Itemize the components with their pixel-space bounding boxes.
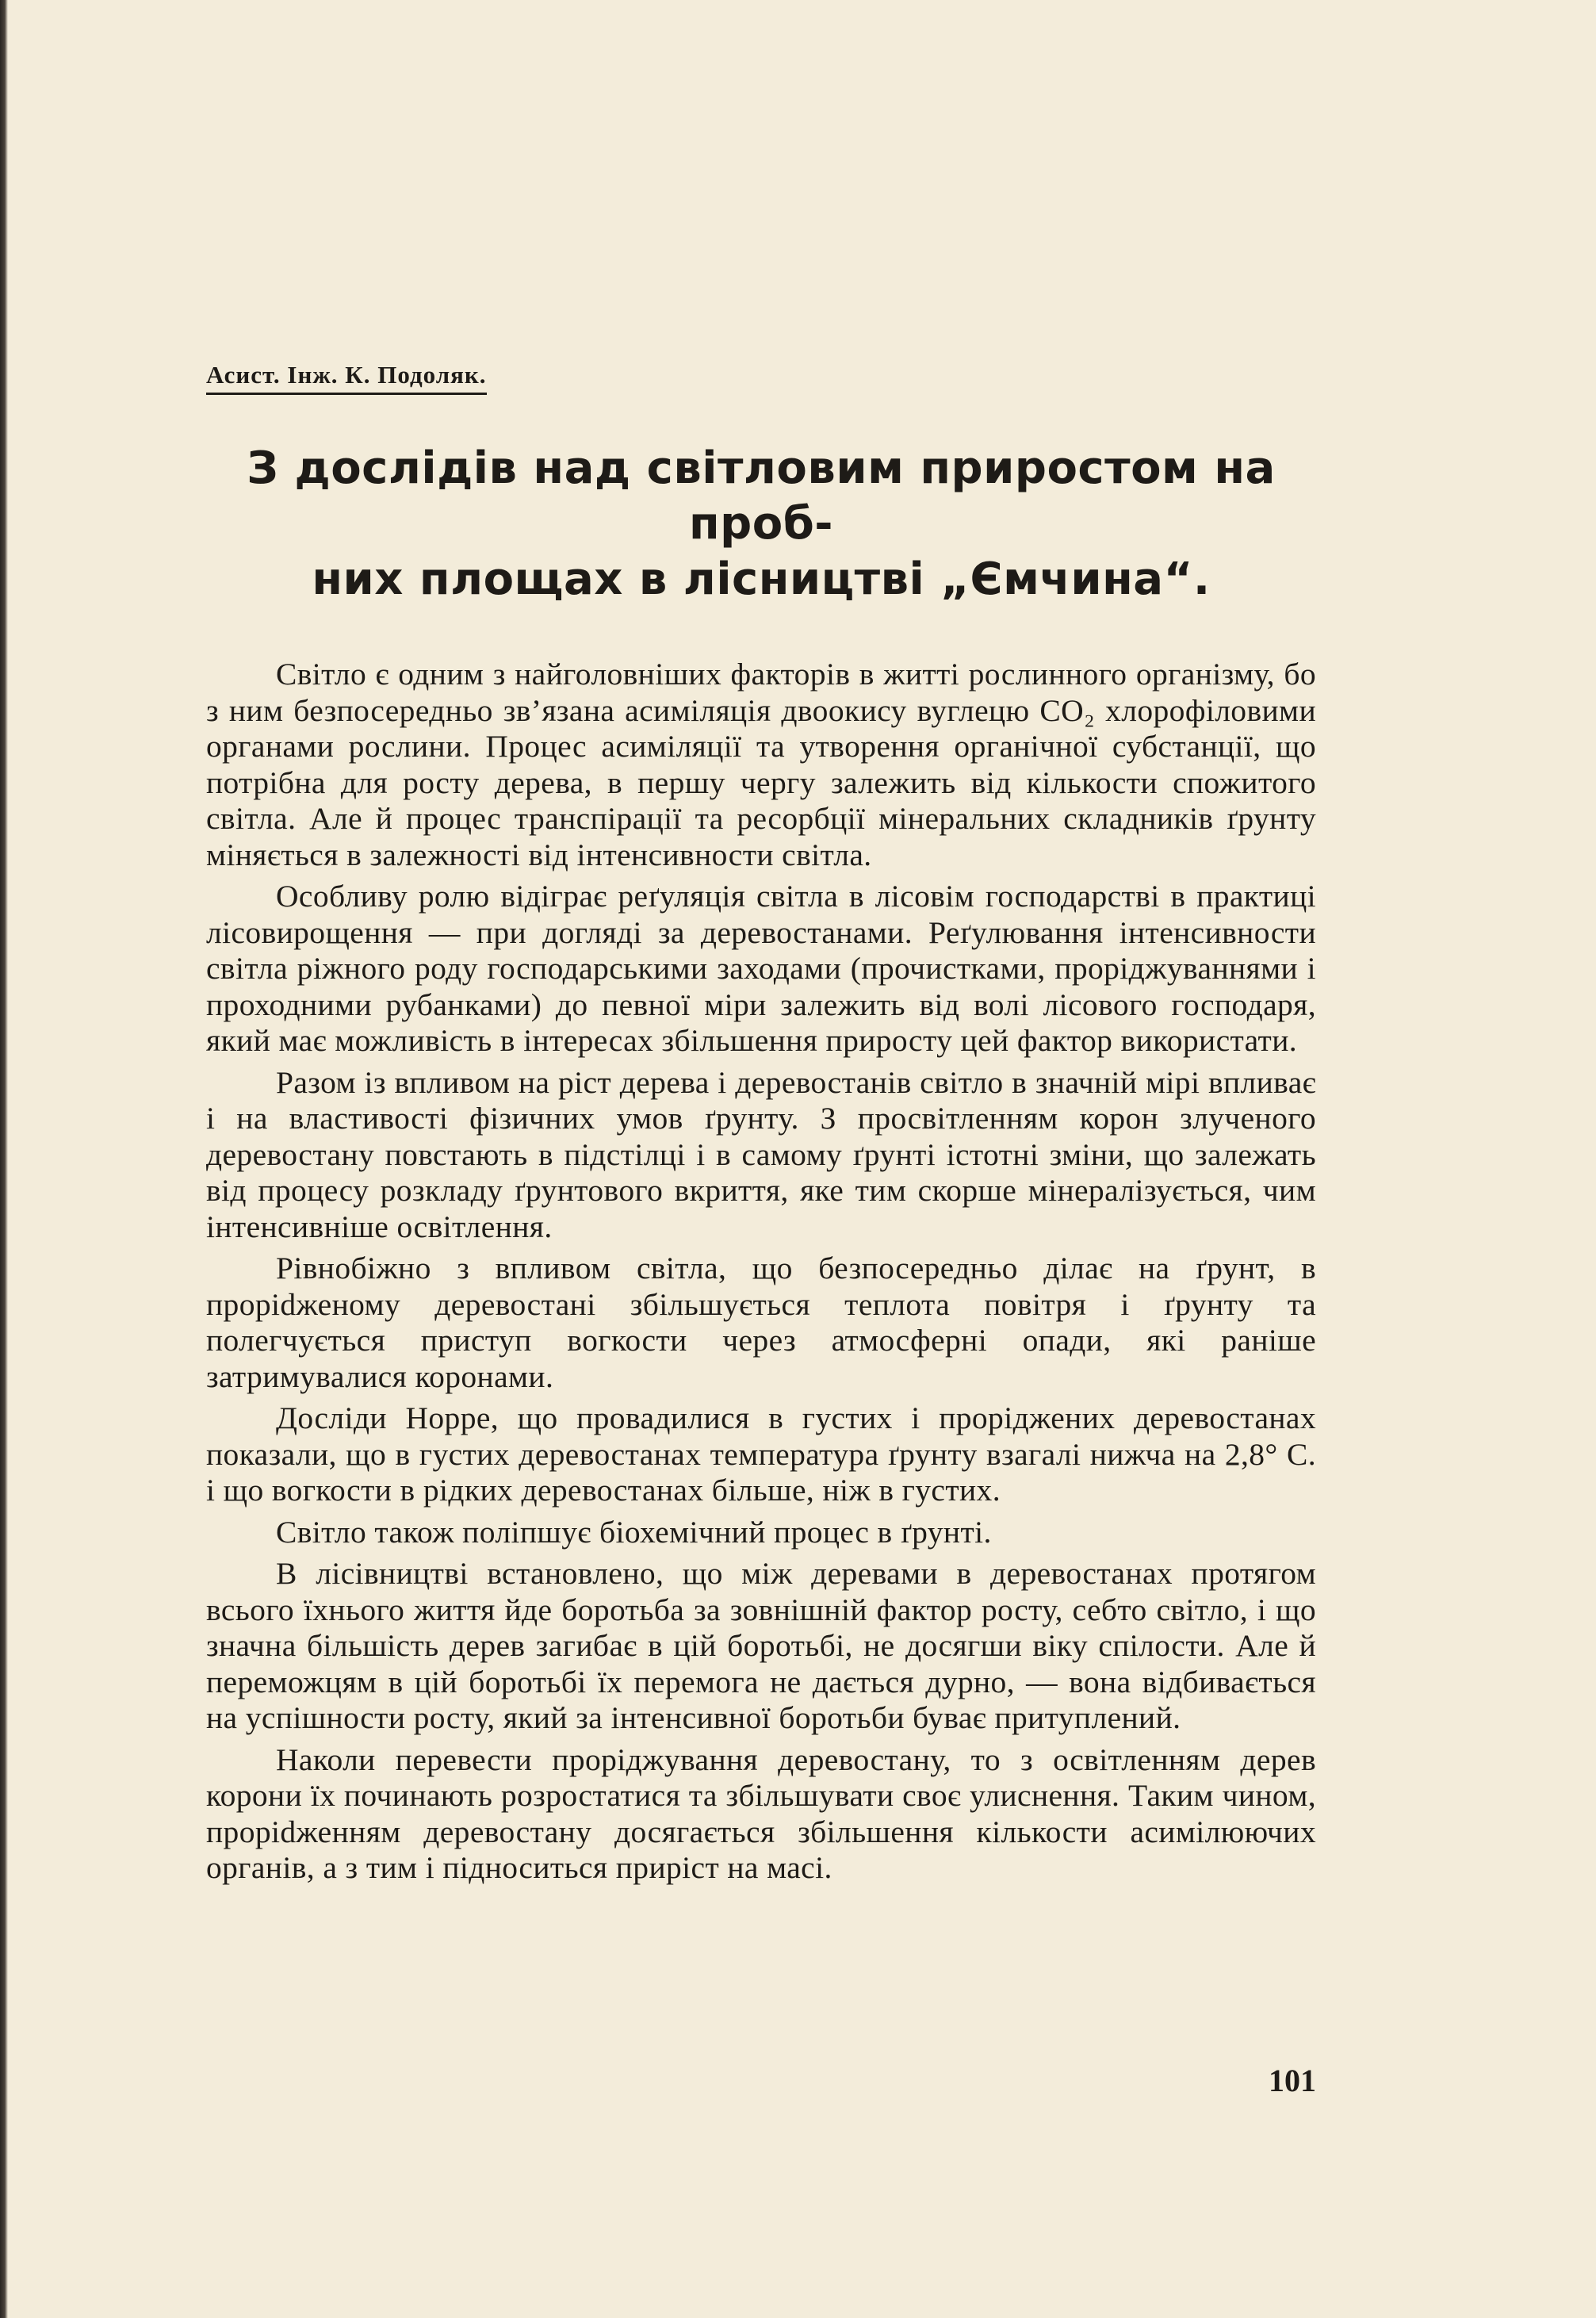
book-spine-edge bbox=[0, 0, 8, 2318]
paragraph-5: Досліди Норре, що провадилися в густих і проріджених деревостанах показали, що в густих деревостанах температура ґрунту взагалі нижча на 2,8° С. і що вогкости в рідких деревостанах більше, ніж в густих. bbox=[206, 1400, 1316, 1508]
article-body bbox=[206, 657, 1316, 1887]
paragraph-2: Особливу ролю відіграє реґуляція світла в лісовім господарстві в практиці лісовирощення — при догляді за деревостанами. Реґулювання інтенсивности світла ріжного роду господарськими заходами (прочистками, проріджуваннями і проходними рубанками) до певної міри залежить від волі лісового господаря, який має можливість в інтересах збільшення приросту цей фактор використати. bbox=[206, 879, 1316, 1058]
title-line-2: них площах в лісництві „Ємчина“. bbox=[312, 554, 1211, 605]
author-line bbox=[206, 361, 1316, 395]
author: Асист. Інж. К. Подоляк. bbox=[206, 361, 487, 395]
paragraph-4: Рівнобіжно з впливом світла, що безпосередньо ділає на ґрунт, в проріdженому деревостані збільшується теплота повітря і ґрунту та полегчується приступ вогкости через атмосферні опади, які раніше затримувалися коронами. bbox=[206, 1251, 1316, 1394]
paragraph-3: Разом із впливом на ріст дерева і деревостанів світло в значній мірі впливає і на властивості фізичних умов ґрунту. З просвітленням корон злученого деревостану повстають в підстілці і в самому ґрунті істотні зміни, що залежать від процесу розкладу ґрунтового вкриття, яке тим скорше мінералізується, чим інтенсивніше освітлення. bbox=[206, 1064, 1316, 1244]
paragraph-8: Наколи перевести проріджування деревостану, то з освітленням дерев корони їх починають розростатися та збільшувати своє улиснення. Таким чином, проріdженням деревостану досягається збільшення кількости асимілюючих органів, а з тим і підноситься приріст на масі. bbox=[206, 1741, 1316, 1885]
page-number: 101 bbox=[1269, 2063, 1316, 2098]
paragraph-6: Світло також поліпшує біохемічний процес в ґрунті. bbox=[276, 1514, 992, 1550]
article-title bbox=[206, 441, 1316, 607]
article bbox=[206, 361, 1316, 1892]
title-line-1: З дослідів над світловим приростом на проб- bbox=[247, 443, 1276, 550]
paragraph-7: В лісівництві встановлено, що між деревами в деревостанах протягом всього їхнього життя йде боротьба за зовнішній фактор росту, себто світло, і що значна більшість дерев загибає в цій боротьбі, не досягши віку спілости. Але й переможцям в цій боротьбі їх перемога не дається дурно, — вона відбивається на успішности росту, який за інтенсивної боротьби буває притуплений. bbox=[206, 1556, 1316, 1735]
paragraph-1: Світло є одним з найголовніших факторів в житті рослинного організму, бо з ним безпосередньо зв’язана асиміляція двоокису вуглецю CO₂ хлорофіловими органами рослини. Процес асиміляції та утворення органічної субстанції, що потрібна для росту дерева, в першу чергу залежить від кількости спожитого світла. Але й процес транспірації та ресорбції мінеральних складників ґрунту міняється в залежності від інтенсивности світла. bbox=[206, 657, 1316, 872]
